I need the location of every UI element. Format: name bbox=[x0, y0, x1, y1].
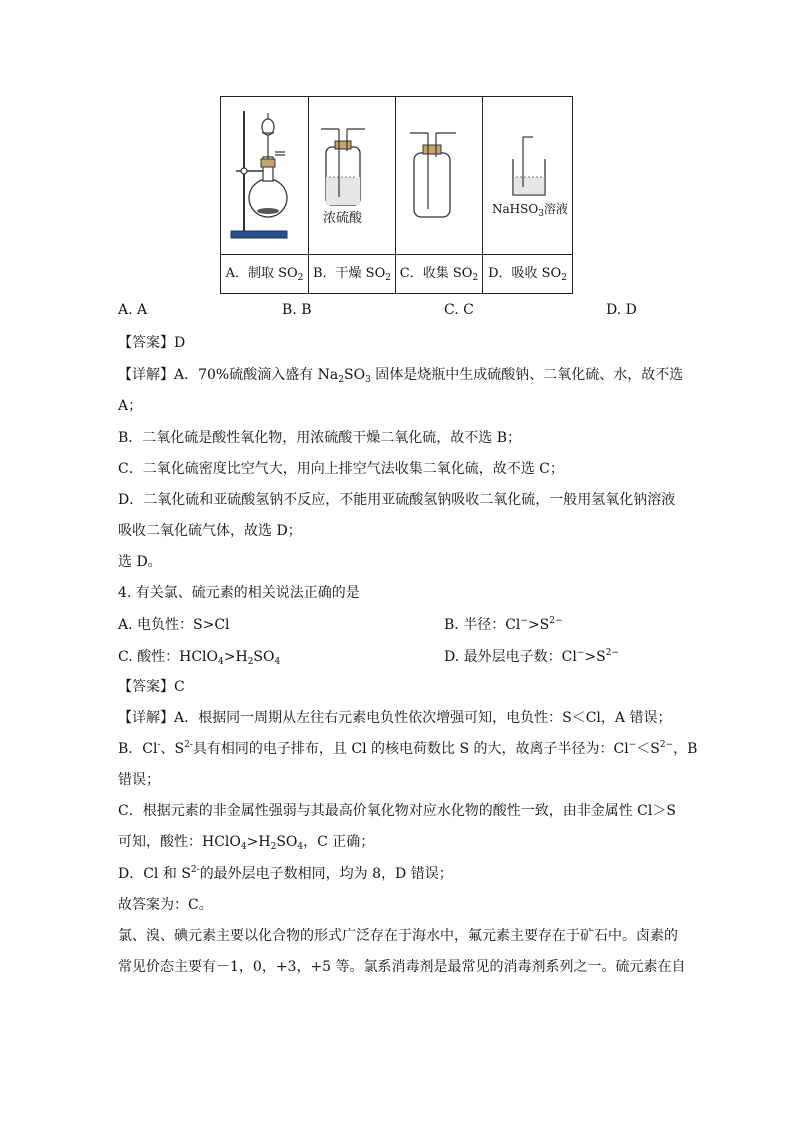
passage-line: 常见价态主要有－1，0，+3，+5 等。氯系消毒剂是最常见的消毒剂系列之一。硫元素在自 bbox=[118, 959, 686, 975]
q4-explanation-line: B．Cl-、$S^{2-}$具有相同的电子排布，且 Cl 的核电荷数比 S 的大，故离子半径为：$Cl^-<S^{2-}$，B bbox=[118, 740, 698, 757]
option-d: D. D bbox=[606, 302, 637, 318]
q4-option-d: D. 最外层电子数：$Cl^->S^{2-}$ bbox=[444, 648, 619, 665]
q4-explanation-line: C．根据元素的非金属性强弱与其最高价氧化物对应水化物的酸性一致，由非金属性 Cl＞S bbox=[118, 803, 676, 819]
q3-explanation-line: 吸收二氧化硫气体，故选 D； bbox=[118, 523, 302, 539]
q4-answer: 【答案】C bbox=[118, 679, 185, 695]
beaker-drawing bbox=[483, 97, 572, 254]
q4-explanation-line: 错误； bbox=[118, 772, 160, 788]
apparatus-table bbox=[220, 96, 573, 294]
caption-d: D．吸收 $SO_2$ bbox=[488, 266, 567, 283]
nahso3-solution-label: NaHSO$_3$溶液 bbox=[492, 202, 568, 219]
q3-explanation-line: C．二氧化硫密度比空气大，用向上排空气法收集二氧化硫，故不选 C； bbox=[118, 461, 564, 477]
option-b: B. B bbox=[282, 302, 312, 318]
q4-option-a: A. 电负性：S>Cl bbox=[118, 617, 230, 633]
passage-line: 氯、溴、碘元素主要以化合物的形式广泛存在于海水中，氟元素主要存在于矿石中。卤素的 bbox=[118, 928, 678, 944]
q4-explanation-line: 故答案为：C。 bbox=[118, 897, 213, 913]
washing-bottle-drawing bbox=[309, 97, 395, 254]
q4-explanation-line: 可知，酸性：$HClO_4>H_2SO_4$，C 正确； bbox=[118, 834, 375, 852]
caption-a: A．制取 $SO_2$ bbox=[225, 266, 304, 283]
q4-explanation-line: D．Cl 和 $S^{2-}$的最外层电子数相同，均为 8，D 错误； bbox=[118, 865, 453, 882]
q3-explanation-line: 【详解】A．70%硫酸滴入盛有 $Na_2SO_3$ 固体是烧瓶中生成硫酸钠、二氧化硫、水，故不选 bbox=[118, 367, 684, 385]
q4-stem: 4. 有关氯、硫元素的相关说法正确的是 bbox=[118, 585, 360, 601]
option-c: C. C bbox=[444, 302, 474, 318]
flask-apparatus-drawing bbox=[221, 97, 308, 254]
q3-explanation-line: D．二氧化硫和亚硫酸氢钠不反应，不能用亚硫酸氢钠吸收二氧化硫，一般用氢氧化钠溶液 bbox=[118, 492, 676, 508]
q3-answer: 【答案】D bbox=[118, 335, 186, 351]
collecting-bottle-drawing bbox=[396, 97, 482, 254]
q3-explanation-line: B．二氧化硫是酸性氧化物，用浓硫酸干燥二氧化硫，故不选 B； bbox=[118, 430, 522, 446]
q4-option-c: C. 酸性：$HClO_4>H_2SO_4$ bbox=[118, 649, 281, 667]
caption-c: C．收集 $SO_2$ bbox=[399, 266, 479, 283]
option-a: A. A bbox=[118, 302, 148, 318]
q3-explanation-line: A； bbox=[118, 398, 143, 414]
q4-explanation-line: 【详解】A．根据同一周期从左往右元素电负性依次增强可知，电负性：S＜Cl，A 错误； bbox=[118, 710, 672, 726]
q4-option-b: B. 半径：$Cl^->S^{2-}$ bbox=[444, 616, 563, 633]
sulfuric-acid-label: 浓硫酸 bbox=[323, 211, 363, 226]
q3-explanation-line: 选 D。 bbox=[118, 554, 162, 570]
caption-b: B．干燥 $SO_2$ bbox=[313, 266, 391, 283]
